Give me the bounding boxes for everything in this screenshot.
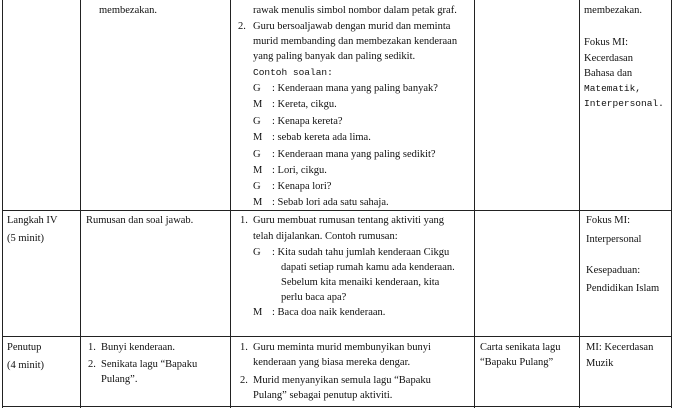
kesepaduan-label: Kesepaduan: [586, 265, 641, 276]
bbm-text: Carta senikata lagu [480, 342, 561, 353]
row1-step2-line: Guru bersoaljawab dengan murid dan meminta [253, 21, 451, 32]
table-border-bottom [2, 406, 672, 407]
dialog-speaker: M [253, 132, 263, 143]
table-border-right [671, 0, 672, 408]
row3-content-number: 2. [88, 359, 96, 370]
dialog-line: dapati setiap rumah kamu ada kenderaan. [281, 262, 455, 273]
row1-step-continuation: rawak menulis simbol nombor dalam petak graf. [253, 5, 457, 16]
column-divider-1 [80, 0, 81, 408]
row3-step-line: kenderaan yang biasa mereka dengar. [253, 357, 411, 368]
row1-step2-line: yang paling banyak dan paling sedikit. [253, 51, 416, 62]
row1-activity-text: membezakan. [99, 5, 158, 16]
column-divider-4 [579, 0, 580, 408]
column-divider-3 [474, 0, 475, 408]
row2-step1-number: 1. [240, 215, 248, 226]
row3-step-number: 2. [240, 375, 248, 386]
row3-content-item: Pulang”. [101, 374, 138, 385]
bbm-text: “Bapaku Pulang” [480, 357, 554, 368]
row3-content-item: Bunyi kenderaan. [101, 342, 176, 353]
column-divider-2 [230, 0, 231, 408]
dialog-speaker: G [253, 83, 261, 94]
dialog-line: : sebab kereta ada lima. [272, 132, 371, 143]
stage-duration: (4 minit) [7, 360, 45, 371]
dialog-line: : Kenderaan mana yang paling sedikit? [272, 149, 436, 160]
stage-duration: (5 minit) [7, 233, 45, 244]
dialog-speaker: M [253, 165, 263, 176]
dialog-line: : Sebab lori ada satu sahaja. [272, 197, 389, 208]
table-border-left [2, 0, 3, 408]
mi-note: MI: Kecerdasan [586, 342, 654, 353]
row-divider-2 [2, 336, 672, 337]
dialog-line: : Kenapa kereta? [272, 116, 343, 127]
dialog-line: perlu baca apa? [281, 292, 347, 303]
dialog-line: : Kereta, cikgu. [272, 99, 337, 110]
row3-step-line: Pulang” sebagai penutup aktiviti. [253, 390, 393, 401]
fokus-mi-item: Kecerdasan [584, 53, 633, 64]
dialog-speaker: G [253, 247, 261, 258]
dialog-speaker: M [253, 197, 263, 208]
row-divider-1 [2, 210, 672, 211]
dialog-line: : Kenapa lori? [272, 181, 332, 192]
dialog-line: : Kenderaan mana yang paling banyak? [272, 83, 438, 94]
fokus-mi-item: Bahasa dan [584, 68, 633, 79]
dialog-speaker: G [253, 181, 261, 192]
row2-content-text: Rumusan dan soal jawab. [86, 215, 194, 226]
fokus-mi-label: Fokus MI: [586, 215, 631, 226]
dialog-speaker: M [253, 307, 263, 318]
row1-step2-line: murid membanding dan membezakan kenderaan [253, 36, 458, 47]
mi-note: Muzik [586, 358, 614, 369]
row3-step-line: Guru meminta murid membunyikan bunyi [253, 342, 431, 353]
row3-content-number: 1. [88, 342, 96, 353]
row1-step2-number: 2. [238, 21, 246, 32]
dialog-speaker: G [253, 116, 261, 127]
dialog-line: : Baca doa naik kenderaan. [272, 307, 386, 318]
kesepaduan-value: Pendidikan Islam [586, 283, 660, 294]
contoh-soalan-label: Contoh soalan: [253, 67, 333, 78]
row3-content-item: Senikata lagu “Bapaku [101, 359, 198, 370]
row2-step1-line: telah dijalankan. Contoh rumusan: [253, 231, 398, 242]
dialog-speaker: M [253, 99, 263, 110]
stage-name: Langkah IV [7, 215, 58, 226]
dialog-line: : Lori, cikgu. [272, 165, 327, 176]
dialog-line: Sebelum kita menaiki kenderaan, kita [281, 277, 440, 288]
dialog-speaker: G [253, 149, 261, 160]
fokus-mi-label: Fokus MI: [584, 37, 629, 48]
lesson-plan-table [2, 0, 672, 408]
fokus-mi-item: Matematik, [584, 83, 642, 94]
row3-step-line: Murid menyanyikan semula lagu “Bapaku [253, 375, 431, 386]
fokus-mi-item: Interpersonal. [584, 98, 664, 109]
row1-notes-text: membezakan. [584, 5, 643, 16]
fokus-mi-value: Interpersonal [586, 234, 642, 245]
stage-name: Penutup [7, 342, 42, 353]
row2-step1-line: Guru membuat rumusan tentang aktiviti yang [253, 215, 444, 226]
dialog-line: : Kita sudah tahu jumlah kenderaan Cikgu [272, 247, 450, 258]
row3-step-number: 1. [240, 342, 248, 353]
